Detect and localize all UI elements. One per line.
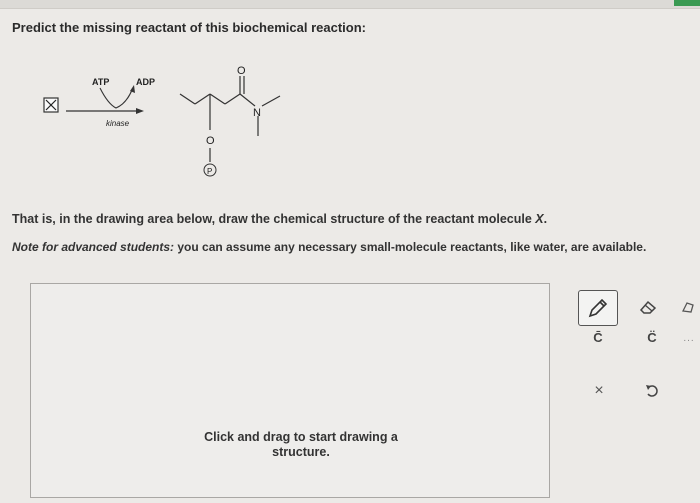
carbonyl-oxygen: O [237, 65, 246, 77]
radical-tool-button[interactable]: C̈ [647, 329, 657, 345]
enzyme-label: kinase [106, 119, 130, 128]
advanced-note-label: Note for advanced students: [12, 240, 175, 254]
progress-accent [674, 0, 700, 6]
pencil-icon [586, 296, 610, 320]
pencil-tool-button[interactable] [578, 290, 618, 326]
reagent-out-label: ADP [136, 77, 156, 87]
undo-button[interactable] [640, 380, 664, 402]
reagent-in-label: ATP [92, 77, 110, 87]
more-tools-button[interactable]: ... [683, 332, 695, 344]
phosphate-label: P [207, 167, 213, 176]
canvas-hint-line1: Click and drag to start drawing a [204, 430, 398, 444]
drawing-canvas[interactable] [30, 283, 550, 498]
template-tool-button[interactable] [676, 296, 700, 318]
instruction-period: . [543, 212, 548, 226]
canvas-hint-line2: structure. [272, 445, 330, 459]
product-structure [180, 76, 280, 162]
drawing-toolbar [570, 290, 700, 420]
reaction-diagram [40, 60, 360, 200]
instruction-text: That is, in the drawing area below, draw the chemical structure of the reactant molecule [12, 212, 532, 226]
eraser-tool-button[interactable] [636, 296, 660, 318]
reaction-scheme [40, 60, 360, 200]
ether-oxygen: O [206, 135, 215, 147]
amide-nitrogen: N [253, 107, 261, 119]
question-prompt: Predict the missing reactant of this biochemical reaction: [12, 20, 366, 35]
template-icon [679, 299, 697, 315]
instruction-line [12, 212, 547, 226]
undo-icon [644, 383, 660, 399]
anion-tool-button[interactable]: C̄ [593, 329, 603, 345]
advanced-note-text: you can assume any necessary small-molecule reactants, like water, are available. [177, 240, 647, 254]
top-bar [0, 0, 700, 9]
cofactor-arrow [100, 88, 132, 108]
reactant-variable: X [535, 212, 544, 226]
eraser-icon [638, 299, 658, 315]
canvas-hint [181, 430, 421, 460]
advanced-note [12, 240, 646, 254]
clear-button[interactable]: × [594, 382, 604, 399]
